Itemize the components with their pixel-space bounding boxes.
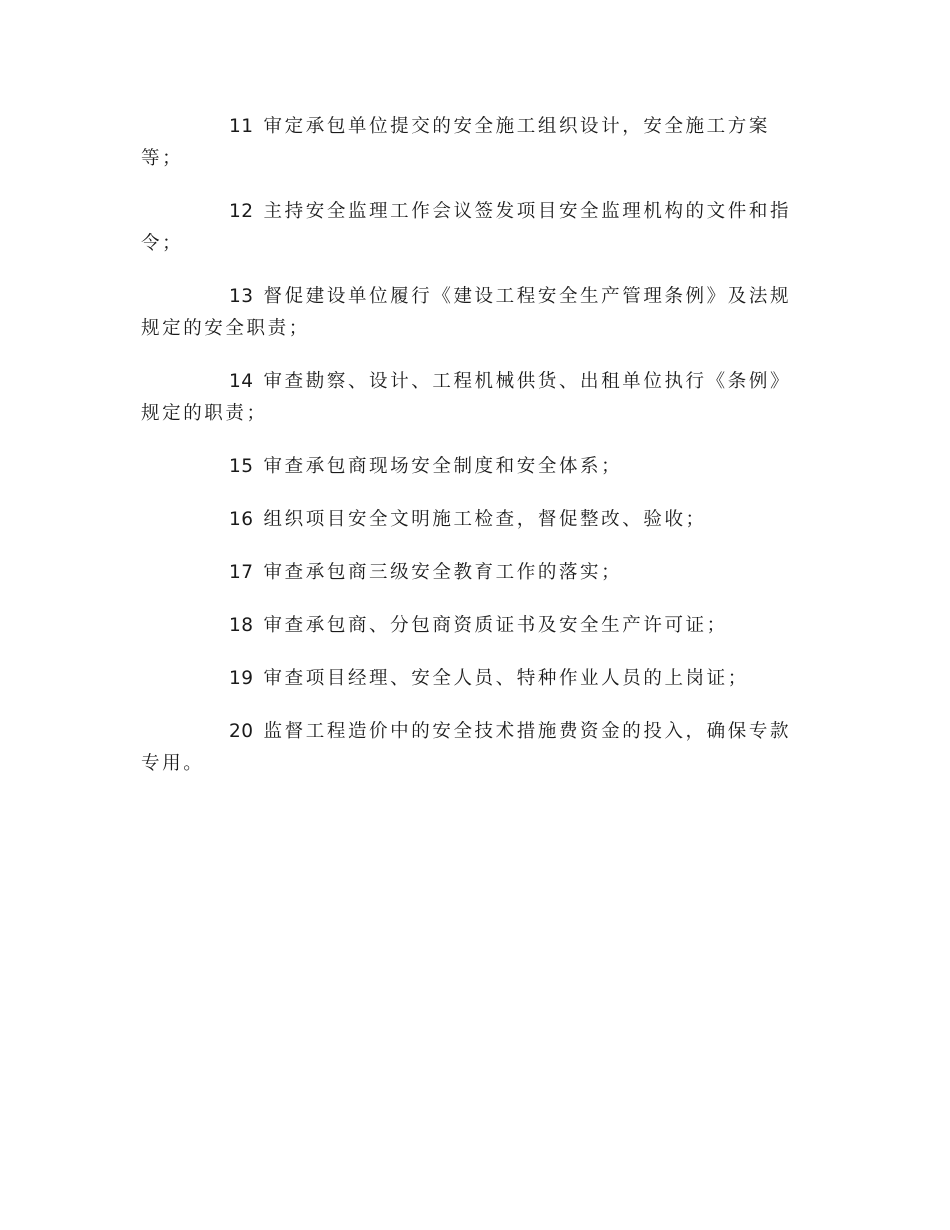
item-number: 16 [229,509,254,530]
item-text: 审定承包单位提交的安全施工组织设计，安全施工方案等； [141,116,770,169]
item-text: 主持安全监理工作会议签发项目安全监理机构的文件和指令； [141,201,792,254]
list-item [141,557,809,589]
item-number: 17 [229,562,254,583]
item-number: 11 [229,116,254,137]
item-number: 20 [229,721,254,742]
list-item [141,716,809,780]
document-body [141,111,809,801]
list-item [141,451,809,483]
item-number: 14 [229,371,254,392]
item-text: 审查承包商三级安全教育工作的落实； [263,562,623,583]
item-number: 18 [229,615,254,636]
list-item [141,111,809,175]
item-number: 19 [229,668,254,689]
list-item [141,610,809,642]
item-number: 12 [229,201,254,222]
item-text: 审查勘察、设计、工程机械供货、出租单位执行《条例》规定的职责； [141,371,792,424]
item-text: 审查承包商现场安全制度和安全体系； [263,456,623,477]
list-item [141,663,809,695]
list-item [141,281,809,345]
item-number: 13 [229,286,254,307]
item-text: 审查项目经理、安全人员、特种作业人员的上岗证； [263,668,749,689]
list-item [141,504,809,536]
item-text: 督促建设单位履行《建设工程安全生产管理条例》及法规规定的安全职责； [141,286,792,339]
item-text: 监督工程造价中的安全技术措施费资金的投入，确保专款专用。 [141,721,792,774]
list-item [141,366,809,430]
item-text: 组织项目安全文明施工检查，督促整改、验收； [263,509,707,530]
item-text: 审查承包商、分包商资质证书及安全生产许可证； [263,615,728,636]
list-item [141,196,809,260]
item-number: 15 [229,456,254,477]
